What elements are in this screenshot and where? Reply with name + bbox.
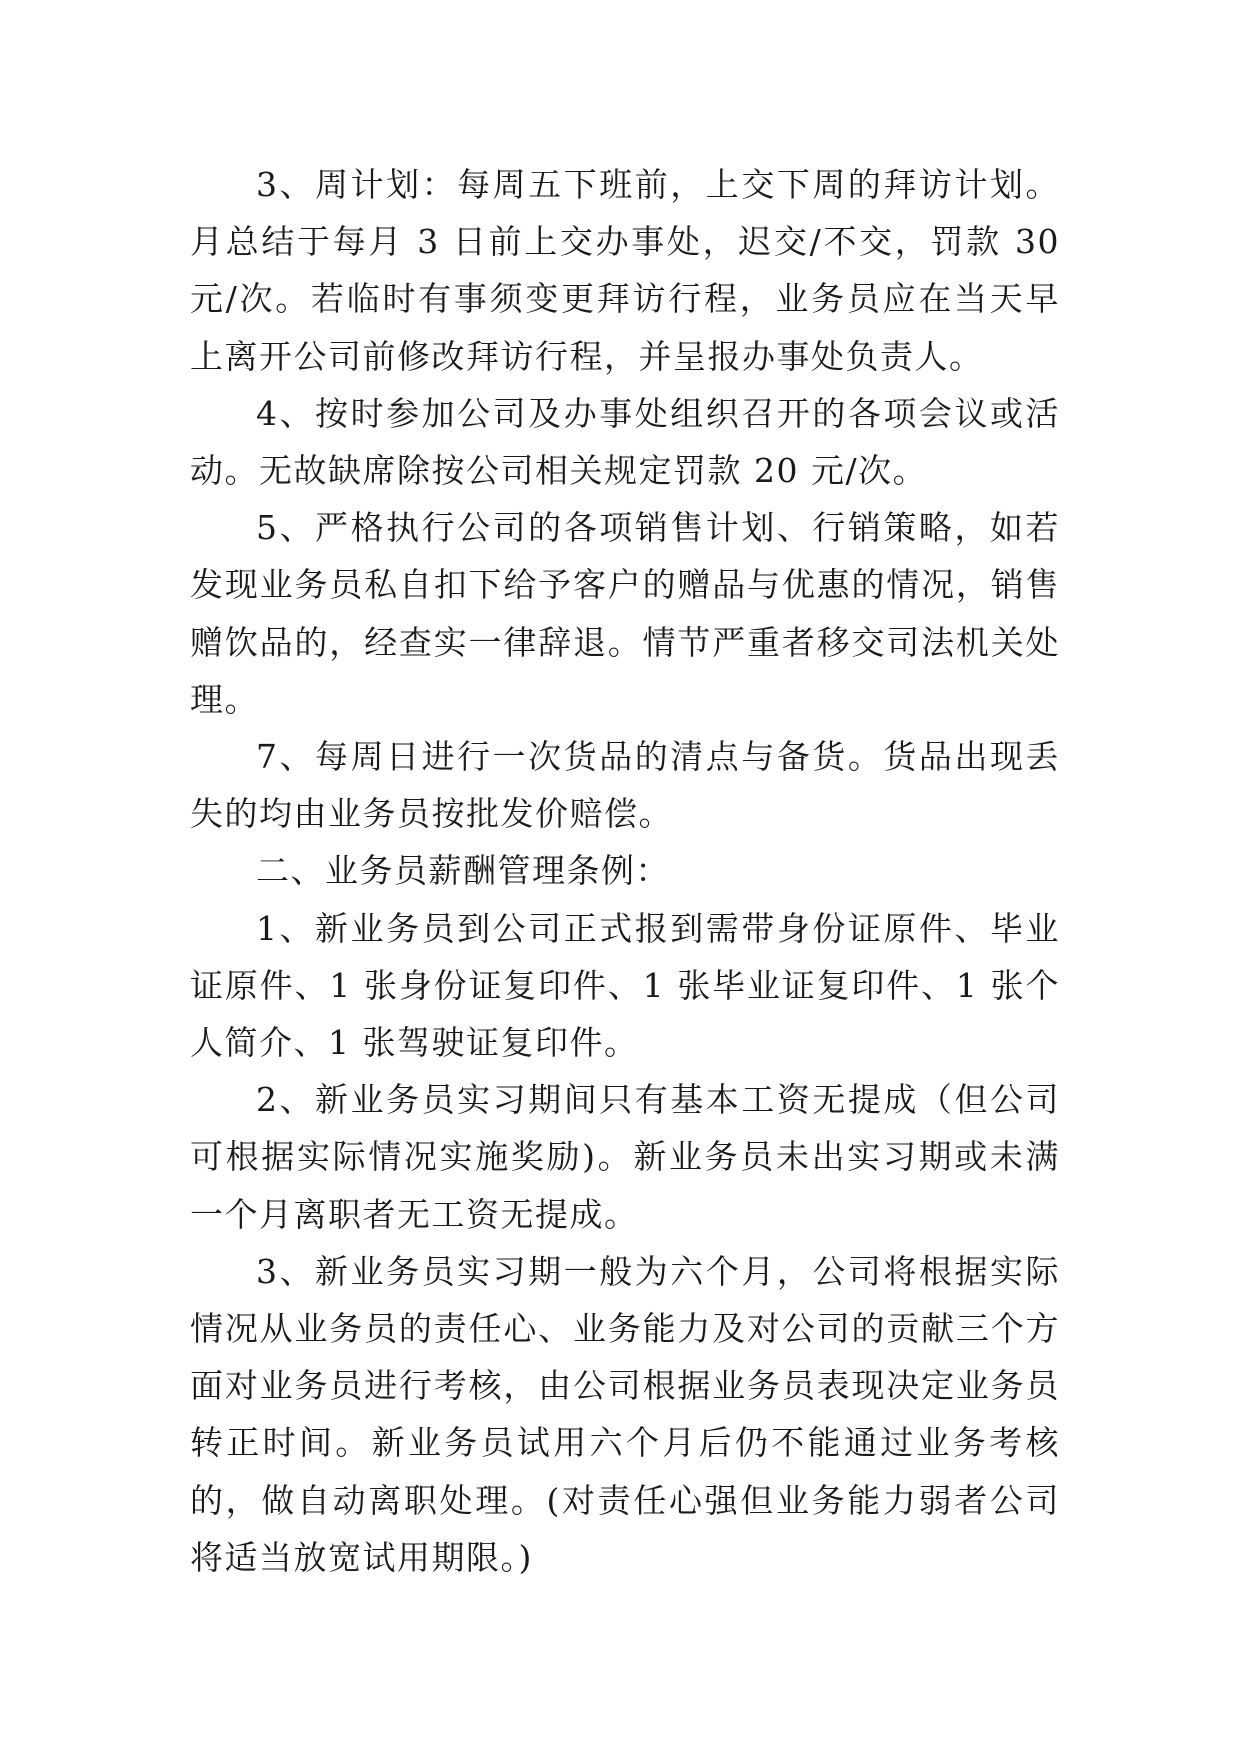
paragraph-sales-plan: 5、严格执行公司的各项销售计划、行销策略，如若发现业务员私自扣下给予客户的赠品与优惠的情况，销售赠饮品的，经查实一律辞退。情节严重者移交司法机关处理。 xyxy=(190,508,1060,719)
paragraph-probation: 3、新业务员实习期一般为六个月，公司将根据实际情况从业务员的责任心、业务能力及对公司的贡献三个方面对业务员进行考核，由公司根据业务员表现决定业务员转正时间。新业务员试用六个月后仍不能通过业务考核的，做自动离职处理。(对责任心强但业务能力弱者公司将适当放宽试用期限。) xyxy=(190,1251,1060,1577)
document-body xyxy=(190,156,1060,1586)
paragraph-onboarding: 1、新业务员到公司正式报到需带身份证原件、毕业证原件、1 张身份证复印件、1 张毕业证复印件、1 张个人简介、1 张驾驶证复印件。 xyxy=(190,908,1060,1063)
paragraph-weekly-plan: 3、周计划：每周五下班前，上交下周的拜访计划。月总结于每月 3 日前上交办事处，迟交/不交，罚款 30 元/次。若临时有事须变更拜访行程，业务员应在当天早上离开公司前修改拜访行程，并呈报办事处负责人。 xyxy=(190,165,1060,376)
paragraph-meetings: 4、按时参加公司及办事处组织召开的各项会议或活动。无故缺席除按公司相关规定罚款 20 元/次。 xyxy=(190,393,1060,491)
section-heading-salary: 二、业务员薪酬管理条例： xyxy=(256,851,670,891)
paragraph-internship-pay: 2、新业务员实习期间只有基本工资无提成（但公司可根据实际情况实施奖励)。新业务员未出实习期或未满一个月离职者无工资无提成。 xyxy=(190,1080,1060,1234)
paragraph-inventory: 7、每周日进行一次货品的清点与备货。货品出现丢失的均由业务员按批发价赔偿。 xyxy=(190,737,1060,834)
